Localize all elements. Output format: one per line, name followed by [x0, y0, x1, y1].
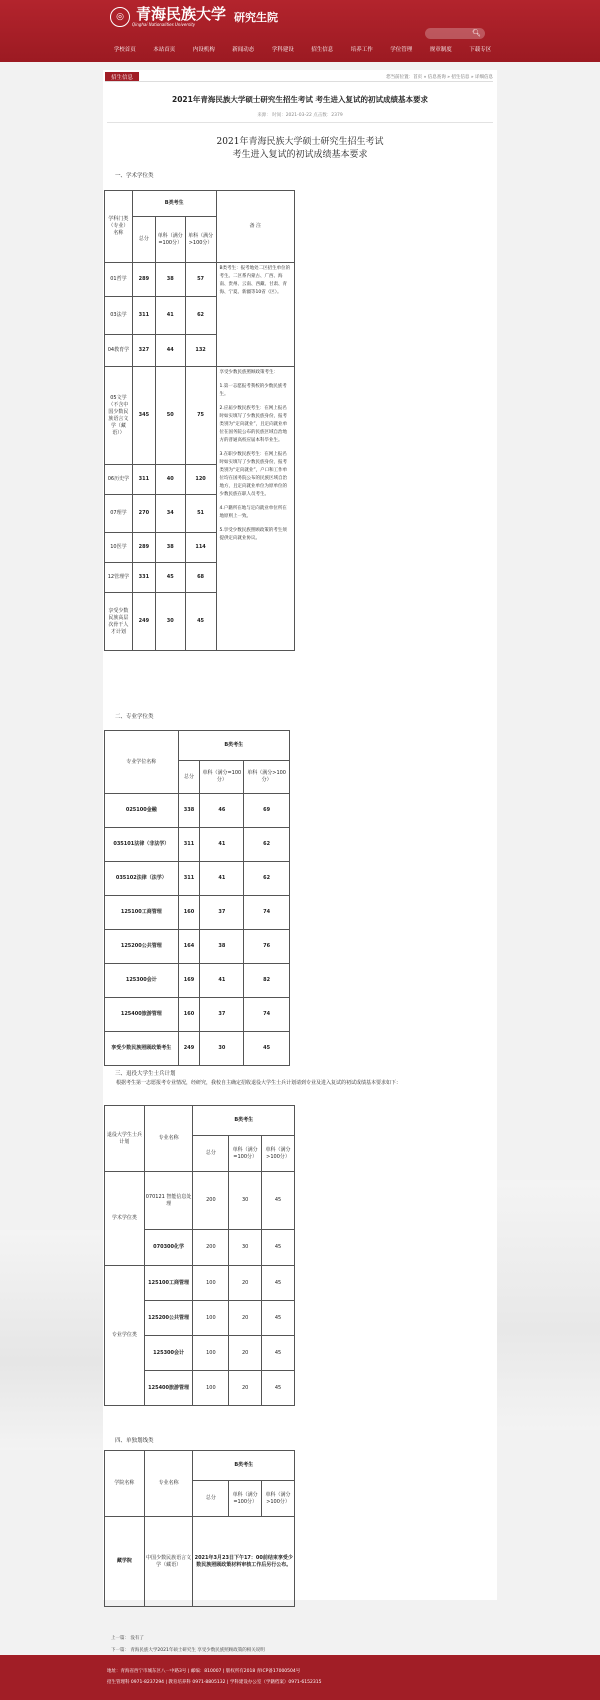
- row-total: 100: [193, 1371, 229, 1406]
- nav-item-regulations[interactable]: 规章制度: [429, 47, 452, 53]
- header-plan: 退役大学生士兵计划: [105, 1106, 145, 1172]
- table4-note: 2021年3月23日下午17：00前结束享受少数民族照顾政策材料审核工作后另行公布。: [193, 1517, 295, 1607]
- row-s100: 38: [155, 533, 185, 563]
- academic-degree-table: [104, 190, 295, 651]
- section-heading-academic: 一、学术学位类: [115, 173, 154, 179]
- row-name: 享受少数民族高层次骨干人才计划: [105, 593, 133, 651]
- row-s100: 40: [155, 465, 185, 495]
- row-sgt: 45: [244, 1032, 290, 1066]
- header-subject: 学科门类（专业）名称: [105, 191, 133, 263]
- header-school: 学院名称: [105, 1451, 145, 1517]
- row-s100: 30: [200, 1032, 244, 1066]
- row-sgt: 51: [185, 495, 216, 533]
- row-sgt: 75: [185, 367, 216, 465]
- row-s100: 30: [155, 593, 185, 651]
- row-total: 100: [193, 1301, 229, 1336]
- nav-item-training[interactable]: 培养工作: [350, 47, 373, 53]
- footer-contacts: 招生管理科 0971-8237294 | 教育培养科 0971-8805132 | 学科建设办公室（学籍档案）0971-6152315: [107, 1680, 322, 1685]
- header-name: 专业名称: [144, 1106, 193, 1172]
- main-nav: [105, 45, 500, 53]
- header-single-gt100: 单科（满分>100分）: [262, 1481, 295, 1517]
- nav-item-news[interactable]: 新闻动态: [232, 47, 255, 53]
- section-tag: 招生信息: [105, 72, 139, 81]
- row-s100: 41: [200, 828, 244, 862]
- note-minority-2: 2.应届少数民族考生：在网上报名时如实填写了少数民族身份，报考类别为“定向就业”，且定向就业单位在国务院公布的民族区域自治地方的普通高校应届本科毕业生。: [219, 406, 288, 443]
- row-name: 12管理学: [105, 563, 133, 593]
- row-s100: 30: [229, 1230, 262, 1266]
- row-sgt: 132: [185, 335, 216, 367]
- row-s100: 41: [200, 964, 244, 998]
- group-professional: 专业学位类: [105, 1266, 145, 1406]
- nav-item-disciplines[interactable]: 学科建设: [271, 47, 294, 53]
- row-total: 338: [178, 794, 200, 828]
- row-s100: 20: [229, 1266, 262, 1301]
- row-sgt: 57: [185, 263, 216, 297]
- row-total: 164: [178, 930, 200, 964]
- row-sgt: 45: [262, 1230, 295, 1266]
- school-name-en: Qinghai Nationalities University: [132, 22, 196, 27]
- header-single-100: 单科（满分=100分）: [155, 217, 185, 263]
- article-panel: [103, 70, 497, 1653]
- row-s100: 20: [229, 1301, 262, 1336]
- header-single-gt100: 单科（满分>100分）: [244, 761, 290, 794]
- row-total: 160: [178, 998, 200, 1032]
- row-name: 125300会计: [144, 1336, 193, 1371]
- note-minority-1: 1.第一志愿报考我校的少数民族考生。: [219, 384, 287, 397]
- header-total: 总分: [193, 1136, 229, 1172]
- note-b-class: B类考生：报考地处二区招生单位的考生。二区系内蒙古、广西、海南、贵州、云南、西藏、甘肃、青海、宁夏、新疆等10省（区）。: [216, 263, 295, 367]
- row-total: 100: [193, 1336, 229, 1371]
- logo-subtitle: 研究生院: [234, 11, 279, 24]
- site-header: [0, 0, 600, 62]
- group-academic: 学术学位类: [105, 1172, 145, 1266]
- document-title: [103, 136, 497, 162]
- section-title-bar: [105, 72, 493, 82]
- row-sgt: 74: [244, 896, 290, 930]
- nav-item-home[interactable]: 学校首页: [113, 47, 136, 53]
- nav-item-degrees[interactable]: 学位管理: [390, 47, 413, 53]
- row-name: 125100工商管理: [144, 1266, 193, 1301]
- row-name: 070300化学: [144, 1230, 193, 1266]
- header-note: 备 注: [216, 191, 295, 263]
- row-s100: 45: [155, 563, 185, 593]
- row-sgt: 45: [262, 1336, 295, 1371]
- header-total: 总分: [178, 761, 200, 794]
- row-sgt: 68: [185, 563, 216, 593]
- header-single-100: 单科（满分=100分）: [200, 761, 244, 794]
- document-title-line2: 考生进入复试的初试成绩基本要求: [232, 150, 368, 160]
- note-minority-3: 3.在职少数民族考生：在网上报名时如实填写了少数民族身份，报考类别为“定向就业”，户口和工作单位均在国务院公布的民族区域自治地方，且定向就业单位为原单位的少数民族在职人员考生。: [219, 452, 288, 497]
- row-total: 311: [132, 297, 155, 335]
- search-box[interactable]: [425, 28, 485, 39]
- next-article-link[interactable]: 下一篇： 青海民族大学2021年硕士研究生 享受少数民族照顾政策的相关说明: [111, 1648, 265, 1653]
- article-title: 2021年青海民族大学硕士研究生招生考试 考生进入复试的初试成绩基本要求: [172, 95, 428, 104]
- article-meta: 来源： 时间：2021-03-22 点击数：2379: [257, 113, 343, 118]
- row-s100: 20: [229, 1371, 262, 1406]
- row-sgt: 62: [185, 297, 216, 335]
- row-s100: 37: [200, 896, 244, 930]
- row-sgt: 114: [185, 533, 216, 563]
- note-minority: [216, 367, 295, 651]
- separate-line-table: [104, 1450, 295, 1607]
- veterans-paragraph: 根据考生第一志愿报考专业情况，经研究，我校自主确定招收退役大学生士兵计划请到专业及进入复试的初试成绩基本要求如下：: [116, 1080, 402, 1086]
- row-sgt: 82: [244, 964, 290, 998]
- row-total: 249: [178, 1032, 200, 1066]
- document-title-line1: 2021年青海民族大学硕士研究生招生考试: [216, 137, 384, 147]
- section-heading-veterans: 三、退役大学生士兵计划: [115, 1071, 176, 1077]
- breadcrumb[interactable]: 您当前位置：首页 » 信息查询 » 招生信息 » 详细信息: [386, 75, 493, 80]
- row-name: 享受少数民族照顾政策考生: [105, 1032, 179, 1066]
- header-group: B类考生: [193, 1106, 295, 1136]
- row-s100: 38: [200, 930, 244, 964]
- row-s100: 38: [155, 263, 185, 297]
- row-total: 200: [193, 1172, 229, 1230]
- logo[interactable]: [110, 7, 278, 27]
- row-total: 345: [132, 367, 155, 465]
- header-group: B类考生: [178, 731, 289, 761]
- row-s100: 41: [200, 862, 244, 896]
- row-total: 311: [178, 828, 200, 862]
- header-name: 专业名称: [144, 1451, 193, 1517]
- row-name: 070121 智能信息处理: [144, 1172, 193, 1230]
- divider: [107, 122, 493, 123]
- school-name: 青海民族大学: [136, 5, 227, 23]
- row-total: 289: [132, 533, 155, 563]
- row-name: 07理学: [105, 495, 133, 533]
- section-heading-professional: 二、专业学位类: [115, 714, 154, 720]
- section-heading-separate: 四、单独划线类: [115, 1438, 154, 1444]
- major-name-cell: 中国少数民族语言文学（藏语）: [144, 1517, 193, 1607]
- row-total: 311: [178, 862, 200, 896]
- header-single-gt100: 单科（满分>100分）: [185, 217, 216, 263]
- row-name: 125400旅游管理: [144, 1371, 193, 1406]
- header-total: 总分: [193, 1481, 229, 1517]
- row-total: 200: [193, 1230, 229, 1266]
- school-name-cell: 藏学院: [105, 1517, 145, 1607]
- nav-item-admissions[interactable]: 招生信息: [311, 47, 334, 53]
- row-total: 169: [178, 964, 200, 998]
- row-sgt: 45: [262, 1301, 295, 1336]
- row-name: 125400旅游管理: [105, 998, 179, 1032]
- row-name: 05文学（不含中国少数民族语言文学（藏语））: [105, 367, 133, 465]
- header-single-gt100: 单科（满分>100分）: [262, 1136, 295, 1172]
- row-total: 160: [178, 896, 200, 930]
- row-name: 035101法律（非法学）: [105, 828, 179, 862]
- row-total: 327: [132, 335, 155, 367]
- row-name: 035102法律（法学）: [105, 862, 179, 896]
- background-building-image-left: [0, 1230, 110, 1450]
- row-s100: 30: [229, 1172, 262, 1230]
- school-emblem-icon: ◎: [110, 7, 130, 27]
- header-single-100: 单科（满分=100分）: [229, 1481, 262, 1517]
- row-sgt: 74: [244, 998, 290, 1032]
- header-group: B类考生: [193, 1451, 295, 1481]
- row-total: 331: [132, 563, 155, 593]
- nav-item-departments[interactable]: 内设机构: [192, 47, 215, 53]
- row-total: 100: [193, 1266, 229, 1301]
- row-name: 10医学: [105, 533, 133, 563]
- row-sgt: 45: [185, 593, 216, 651]
- row-sgt: 45: [262, 1371, 295, 1406]
- note-minority-4: 4.户籍所在地与定向就业单位所在地原则上一致。: [219, 506, 287, 519]
- row-name: 025100金融: [105, 794, 179, 828]
- veterans-table: [104, 1105, 295, 1406]
- row-name: 125100工商管理: [105, 896, 179, 930]
- row-s100: 46: [200, 794, 244, 828]
- row-s100: 20: [229, 1336, 262, 1371]
- row-name: 125200公共管理: [144, 1301, 193, 1336]
- row-s100: 37: [200, 998, 244, 1032]
- header-name: 专业学位名称: [105, 731, 179, 794]
- header-single-100: 单科（满分=100分）: [229, 1136, 262, 1172]
- row-total: 311: [132, 465, 155, 495]
- row-sgt: 120: [185, 465, 216, 495]
- row-sgt: 62: [244, 862, 290, 896]
- search-icon[interactable]: 🔍︎: [472, 29, 481, 37]
- row-total: 289: [132, 263, 155, 297]
- nav-item-downloads[interactable]: 下载专区: [469, 47, 492, 53]
- row-name: 01哲学: [105, 263, 133, 297]
- row-name: 125300会计: [105, 964, 179, 998]
- row-name: 06历史学: [105, 465, 133, 495]
- professional-degree-table: [104, 730, 290, 1066]
- prev-article-link[interactable]: 上一篇： 没有了: [111, 1636, 144, 1641]
- site-footer: [0, 1655, 600, 1700]
- row-sgt: 45: [262, 1266, 295, 1301]
- note-minority-5: 5.享受少数民族照顾政策的考生须提供定向就业协议。: [219, 528, 287, 541]
- row-name: 04教育学: [105, 335, 133, 367]
- row-total: 270: [132, 495, 155, 533]
- row-sgt: 45: [262, 1172, 295, 1230]
- header-group: B类考生: [132, 191, 216, 217]
- row-sgt: 76: [244, 930, 290, 964]
- row-s100: 41: [155, 297, 185, 335]
- row-sgt: 62: [244, 828, 290, 862]
- row-name: 125200公共管理: [105, 930, 179, 964]
- row-total: 249: [132, 593, 155, 651]
- row-name: 03法学: [105, 297, 133, 335]
- nav-item-site-home[interactable]: 本站首页: [153, 47, 176, 53]
- row-sgt: 69: [244, 794, 290, 828]
- row-s100: 34: [155, 495, 185, 533]
- row-s100: 44: [155, 335, 185, 367]
- row-s100: 50: [155, 367, 185, 465]
- header-total: 总分: [132, 217, 155, 263]
- note-minority-title: 享受少数民族照顾政策考生：: [219, 370, 278, 375]
- footer-address: 地址：青海省西宁市城东区八一中路3号 | 邮编：810007 | 版权所有2018 青ICP备17000504号: [107, 1669, 301, 1674]
